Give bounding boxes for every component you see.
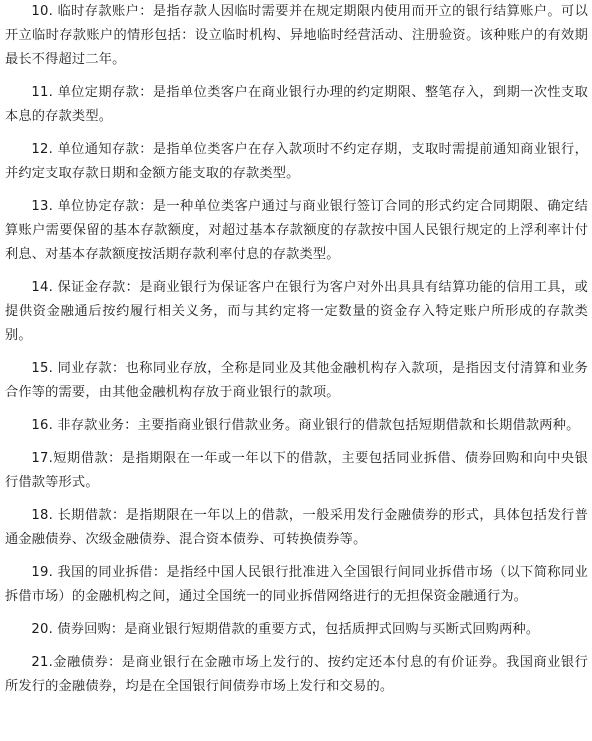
definition-short-term-borrowing: 17.短期借款：是指期限在一年或一年以下的借款，主要包括同业拆借、债券回购和向中央银行借款等形式。	[5, 451, 588, 490]
definition-long-term-borrowing: 18. 长期借款：是指期限在一年以上的借款，一般采用发行金融债券的形式，具体包括发行普通金融债券、次级金融债券、混合资本债券、可转换债券等。	[5, 508, 588, 547]
definition-financial-bonds: 21.金融债券：是商业银行在金融市场上发行的、按约定还本付息的有价证券。我国商业银行所发行的金融债券，均是在全国银行间债券市场上发行和交易的。	[5, 655, 588, 694]
definition-unit-agreement-deposit: 13. 单位协定存款：是一种单位类客户通过与商业银行签订合同的形式约定合同期限、确定结算账户需要保留的基本存款额度，对超过基本存款额度的存款按中国人民银行规定的上浮利率计付利息、对基本存款额度按活期存款利率付息的存款类型。	[5, 199, 588, 262]
definition-temporary-deposit-account: 10. 临时存款账户：是指存款人因临时需要并在规定期限内使用而开立的银行结算账户。可以开立临时存款账户的情形包括：设立临时机构、异地临时经营活动、注册验资。该种账户的有效期最长不得超过二年。	[5, 4, 588, 67]
definition-margin-deposit: 14. 保证金存款：是商业银行为保证客户在银行为客户对外出具具有结算功能的信用工具，或提供资金融通后按约履行相关义务，而与其约定将一定数量的资金存入特定账户所形成的存款类别。	[5, 280, 588, 343]
definition-non-deposit-business: 16. 非存款业务：主要指商业银行借款业务。商业银行的借款包括短期借款和长期借款两种。	[31, 418, 580, 433]
definition-unit-time-deposit: 11. 单位定期存款：是指单位类客户在商业银行办理的约定期限、整笔存入，到期一次性支取本息的存款类型。	[5, 85, 588, 124]
definition-unit-notice-deposit: 12. 单位通知存款：是指单位类客户在存入款项时不约定存期，支取时需提前通知商业银行，并约定支取存款日期和金额方能支取的存款类型。	[5, 142, 588, 181]
definition-interbank-deposit: 15. 同业存款：也称同业存放，全称是同业及其他金融机构存入款项，是指因支付清算和业务合作等的需要，由其他金融机构存放于商业银行的款项。	[5, 361, 588, 400]
definition-interbank-lending: 19. 我国的同业拆借：是指经中国人民银行批准进入全国银行间同业拆借市场（以下简称同业拆借市场）的金融机构之间，通过全国统一的同业拆借网络进行的无担保资金融通行为。	[5, 565, 588, 604]
definition-bond-repo: 20. 债券回购：是商业银行短期借款的重要方式，包括质押式回购与买断式回购两种。	[31, 622, 540, 637]
